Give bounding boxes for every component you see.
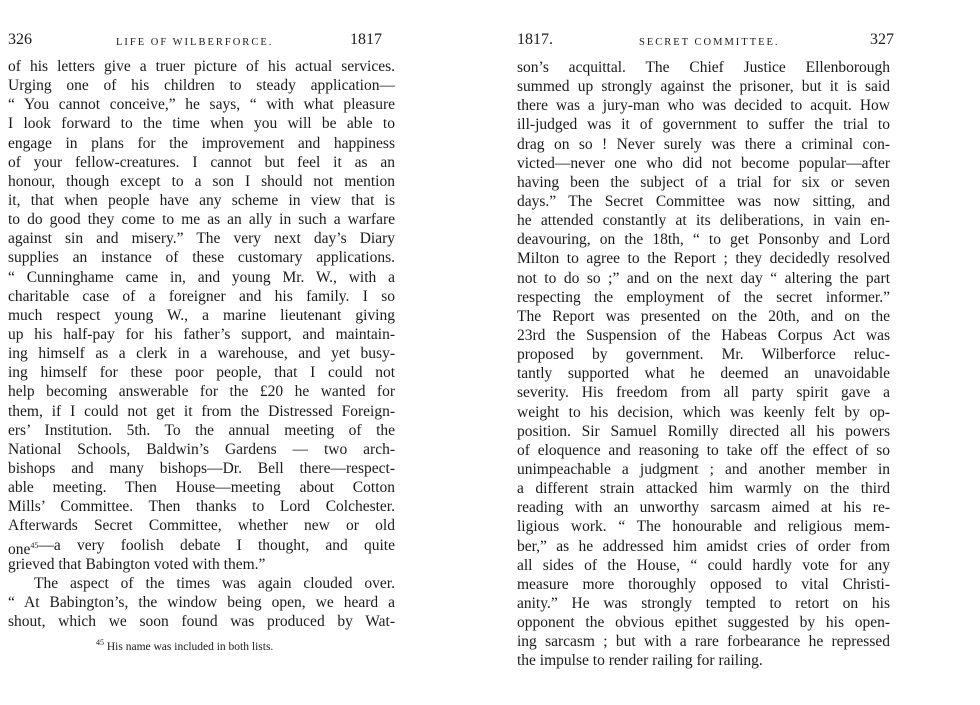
text-line: not to do so ;” and on the next day “ altering the part: [517, 269, 890, 287]
text-line: there was a jury-man who was decided to acquit. How: [517, 97, 890, 115]
running-title: LIFE OF WILBERFORCE.: [116, 37, 274, 48]
text-line: ing sarcasm ; but with a rare forbearance he repressed: [517, 633, 890, 651]
page-number: 326: [8, 31, 32, 48]
text-line: unimpeachable a judgment ; and another member in: [517, 460, 890, 478]
text-line: opponent the obvious epithet suggested by his open-: [517, 614, 890, 632]
text-line: weight to his decision, which was keenly felt by op-: [517, 403, 890, 421]
text-line: of your fellow-creatures. I cannot but feel it as an: [8, 153, 395, 171]
text-line: victed—never one who did not become popular—after: [517, 154, 890, 172]
text-line: position. Sir Samuel Romilly directed all his powers: [517, 422, 890, 440]
text-line: grieved that Babington voted with them.”: [8, 555, 266, 573]
text-line: of his letters give a truer picture of his actual services.: [8, 58, 395, 75]
text-line: supplies an instance of these customary applications.: [8, 249, 395, 267]
text-line: measure more thoroughly opposed to vital Christi-: [517, 575, 890, 593]
text-line: ill-judged was it of government to suffer the trial to: [517, 116, 890, 134]
text-line: the impulse to render railing for railing.: [517, 652, 763, 670]
text-line: bishops and many bishops—Dr. Bell there—respect-: [8, 459, 395, 477]
text-line: ber,” as he addressed him amidst cries of order from: [517, 537, 890, 555]
text-line: Milton to agree to the Report ; they decidedly resolved: [517, 250, 890, 268]
body-text: [517, 58, 890, 671]
text-line: he attended constantly at its deliberations, in vain en-: [517, 212, 890, 230]
text-line: them, if I could not get it from the Distressed Foreign-: [8, 402, 395, 420]
running-year: 1817.: [517, 31, 553, 48]
text-line: shout, which we soon found was produced by Wat-: [8, 613, 395, 631]
text-line: “ At Babington’s, the window being open, we heard a: [8, 593, 395, 611]
text-line: reading with an unworthy sarcasm aimed at his re-: [517, 499, 890, 517]
footnote: [96, 636, 273, 654]
text-line: National Schools, Baldwin’s Gardens — two arch-: [8, 440, 395, 458]
text-line: The aspect of the times was again clouded over.: [34, 574, 395, 592]
text-line: tantly supported what he deemed an unavoidable: [517, 365, 890, 383]
text-line: summed up strongly against the prisoner, but it is said: [517, 78, 890, 96]
text-line: 23rd the Suspension of the Habeas Corpus Act was: [517, 326, 890, 344]
footnote-text: His name was included in both lists.: [106, 640, 274, 653]
text-line: deavouring, on the 18th, “ to get Ponsonby and Lord: [517, 231, 890, 249]
text-fragment: one$^{45}$: [8, 540, 39, 558]
text-line: days.” The Secret Committee was now sitting, and: [517, 192, 890, 210]
text-line: help becoming answerable for the £20 he wanted for: [8, 383, 395, 401]
text-line: engage in plans for the improvement and happiness: [8, 134, 395, 152]
body-text: [8, 57, 395, 631]
text-line: “ You cannot conceive,” he says, “ with what pleasure: [8, 96, 395, 114]
text-line: much respect young W., a marine lieutenant giving: [8, 306, 395, 324]
text-line: up his half-pay for his father’s support, and maintain-: [8, 325, 395, 343]
text-line: Mills’ Committee. Then thanks to Lord Colchester.: [8, 498, 395, 516]
text-line: The Report was presented on the 20th, and on the: [517, 307, 890, 325]
text-line: anity.” He was strongly tempted to retort on his: [517, 594, 890, 612]
text-line: respecting the employment of the secret informer.”: [517, 288, 890, 306]
text-line: a different strain attacked him warmly on the third: [517, 480, 890, 498]
footnote-reference: 45: [30, 540, 39, 550]
text-line: able meeting. Then House—meeting about Cotton: [8, 479, 395, 497]
text-line: proposed by government. Mr. Wilberforce reluc-: [517, 346, 890, 364]
text-line: honour, though except to a son I should not mention: [8, 172, 395, 190]
running-title: SECRET COMMITTEE.: [639, 37, 780, 48]
right-page: [490, 0, 980, 705]
text-line: of eloquence and reasoning to take off the effect of so: [517, 441, 890, 459]
text-line: Urging one of his children to steady application—: [8, 77, 395, 95]
text-fragment: —a very foolish debate I thought, and quite: [38, 536, 395, 554]
text-line: charitable case of a foreigner and his family. I so: [8, 287, 395, 305]
text-line: ing himself as a clerk in a warehouse, and yet busy-: [8, 345, 395, 363]
text-line: son’s acquittal. The Chief Justice Ellenborough: [517, 59, 890, 76]
text-line: to do good they come to me as an ally in such a warfare: [8, 211, 395, 229]
page-number: 327: [870, 31, 894, 48]
text-line: ers’ Institution. 5th. To the annual meeting of the: [8, 421, 395, 439]
text-line: having been the subject of a trial for six or seven: [517, 173, 890, 191]
text-line: severity. His freedom from all party spirit gave a: [517, 384, 890, 402]
text-line: I look forward to the time when you will be able to: [8, 115, 395, 133]
text-line-with-footnote: [8, 536, 395, 558]
text-line: against sin and misery.” The very next day’s Diary: [8, 230, 395, 248]
text-line: Afterwards Secret Committee, whether new or old: [8, 517, 395, 535]
text-line: all sides of the House, “ could hardly vote for any: [517, 556, 890, 574]
text-line: ligious work. “ The honourable and religious mem-: [517, 518, 890, 536]
text-line: ing himself for these poor people, that I could not: [8, 364, 395, 382]
text-line: it, that when people have any scheme in view that is: [8, 191, 395, 209]
running-year: 1817: [350, 31, 382, 48]
text-line: drag on so ! Never surely was there a criminal con-: [517, 135, 890, 153]
text-line: “ Cunninghame came in, and young Mr. W., with a: [8, 268, 395, 286]
footnote-number: 45: [96, 638, 104, 647]
